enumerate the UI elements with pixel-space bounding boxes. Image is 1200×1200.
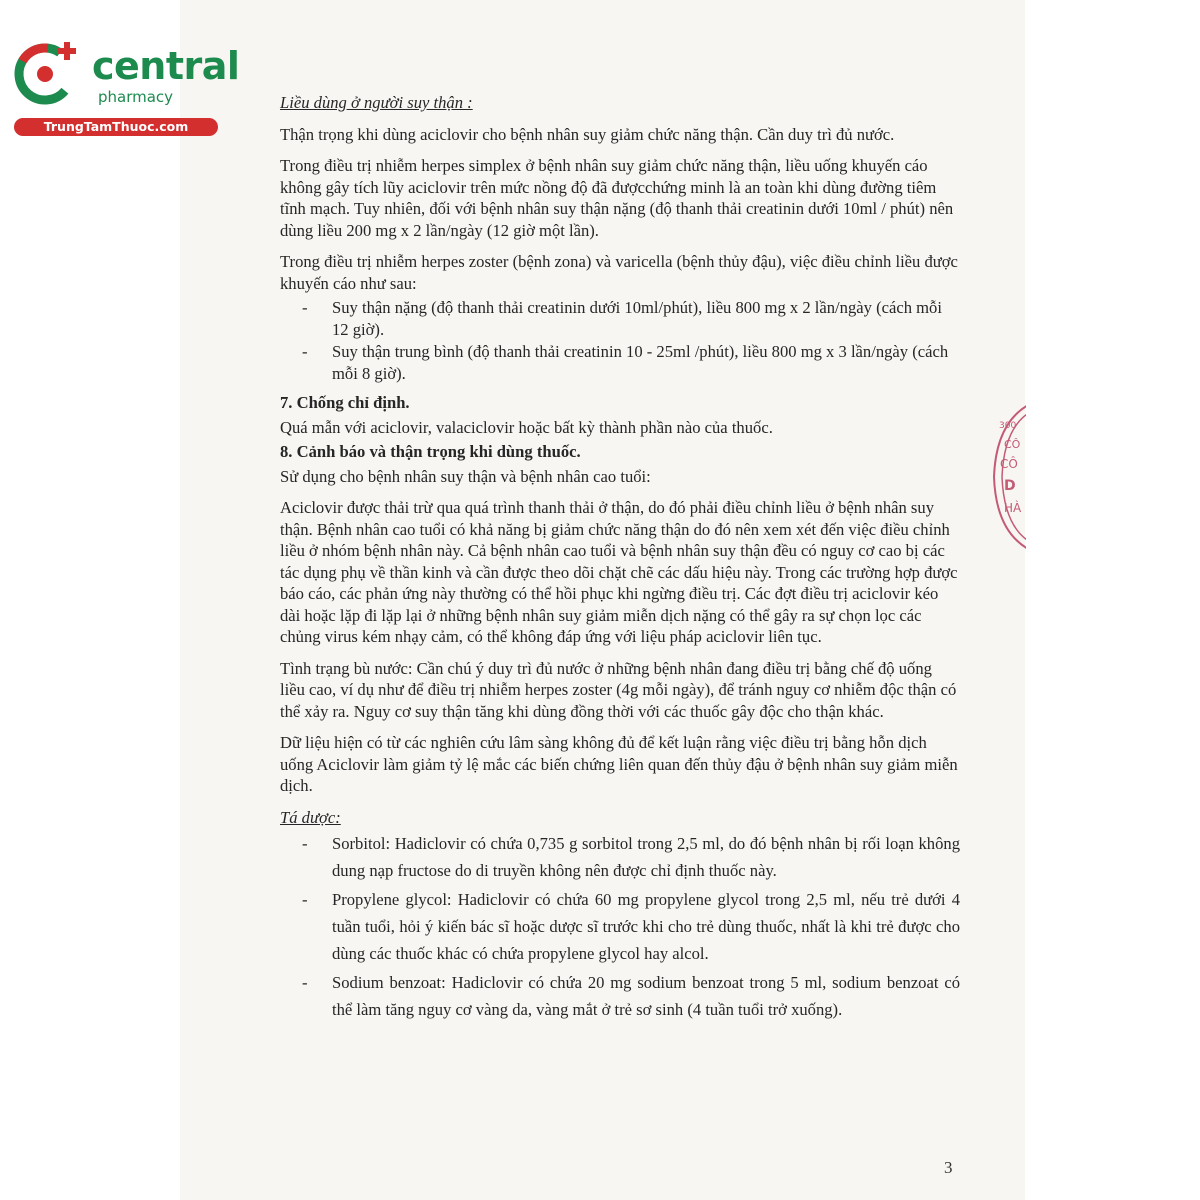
excipients-list	[302, 830, 960, 1023]
brand-name: central	[92, 44, 240, 88]
list-item: - Sodium benzoat: Hadiclovir có chứa 20 mg sodium benzoat trong 5 ml, sodium benzoat có thể làm tăng nguy cơ vàng da, vàng mắt ở trẻ sơ sinh (4 tuần tuổi trở xuống).	[302, 969, 960, 1023]
section-8-paragraph-2: Tình trạng bù nước: Cần chú ý duy trì đủ nước ở những bệnh nhân đang điều trị bằng chế độ uống liều cao, ví dụ như để điều trị nhiễm herpes zoster (4g mỗi ngày), để tránh nguy cơ nhiễm độc thận có thể xảy ra. Nguy cơ suy thận tăng khi dùng đồng thời với các thuốc gây độc cho thận khác.	[280, 658, 957, 721]
central-pharmacy-logo[interactable]	[8, 36, 240, 136]
brand-tagline: pharmacy	[98, 88, 174, 106]
section-8-paragraph-1: Aciclovir được thải trừ qua quá trình thanh thải ở thận, do đó phải điều chỉnh liều ở bệnh nhân suy thận. Bệnh nhân cao tuổi có khả năng bị giảm chức năng thận do đó nên xem xét đến việc điều chỉnh liều ở nhóm bệnh nhân này. Cả bệnh nhân cao tuổi và bệnh nhân suy thận đều có nguy cơ cao bị các tác dụng phụ về thần kinh và cần được theo dõi chặt chẽ các dấu hiệu này. Trong các trường hợp được báo cáo, các phản ứng này thường có thể hồi phục khi ngừng điều trị. Các đợt điều trị aciclovir kéo dài hoặc lặp đi lặp lại ở những bệnh nhân suy giảm miễn dịch nặng có thể gây ra sự chọn lọc các chủng virus kém nhạy cảm, có thể không đáp ứng với liệu pháp aciclovir liên tục.	[280, 498, 958, 646]
list-item: - Sorbitol: Hadiclovir có chứa 0,735 g sorbitol trong 2,5 ml, do đó bệnh nhân bị rối loạn không dung nạp fructose do di truyền không nên được chỉ định thuốc này.	[302, 830, 960, 884]
renal-paragraph-1: Thận trọng khi dùng aciclovir cho bệnh nhân suy giảm chức năng thận. Cần duy trì đủ nước.	[280, 124, 895, 144]
renal-dosage-list	[302, 297, 960, 384]
stamp-text-line: HÀ	[1004, 501, 1022, 515]
stamp-text-line: CÔ	[1004, 438, 1021, 451]
excipients-heading: Tá dược:	[280, 807, 341, 827]
document-body	[280, 92, 960, 1025]
stamp-text-line: CÔ	[1000, 457, 1018, 471]
company-stamp	[990, 402, 1026, 552]
renal-paragraph-2: Trong điều trị nhiễm herpes simplex ở bệnh nhân suy giảm chức năng thận, liều uống khuyến cáo không gây tích lũy aciclovir trên mức nồng độ đã đượcchứng minh là an toàn khi dùng đường tiêm tĩnh mạch. Tuy nhiên, đối với bệnh nhân suy thận nặng (độ thanh thải creatinin dưới 10ml / phút) nên dùng liều 200 mg x 2 lần/ngày (12 giờ một lần).	[280, 156, 954, 240]
contraindications-text: Quá mẫn với aciclovir, valaciclovir hoặc bất kỳ thành phần nào của thuốc.	[280, 417, 773, 437]
section-8-heading: 8. Cảnh báo và thận trọng khi dùng thuốc.	[280, 442, 581, 461]
stamp-ring-icon	[990, 402, 1026, 552]
list-item: - Suy thận nặng (độ thanh thải creatinin dưới 10ml/phút), liều 800 mg x 2 lần/ngày (cách mỗi 12 giờ).	[302, 297, 960, 340]
stamp-text-line: D	[1004, 478, 1016, 494]
section-8-intro: Sử dụng cho bệnh nhân suy thận và bệnh nhân cao tuổi:	[280, 466, 651, 486]
pharmacy-cross-icon	[12, 36, 84, 108]
brand-site-banner: TrungTamThuoc.com	[14, 118, 218, 136]
list-item: - Suy thận trung bình (độ thanh thải creatinin 10 - 25ml /phút), liều 800 mg x 3 lần/ngày (cách mỗi 8 giờ).	[302, 341, 960, 384]
renal-paragraph-3: Trong điều trị nhiễm herpes zoster (bệnh zona) và varicella (bệnh thủy đậu), việc điều chỉnh liều được khuyến cáo như sau:	[280, 252, 958, 293]
page-number: 3	[944, 1158, 953, 1177]
section-8-paragraph-3: Dữ liệu hiện có từ các nghiên cứu lâm sàng không đủ để kết luận rằng việc điều trị bằng hỗn dịch uống Aciclovir làm giảm tỷ lệ mắc các biến chứng liên quan đến thủy đậu ở bệnh nhân suy giảm miễn dịch.	[280, 733, 958, 795]
stamp-text-line: 300	[999, 421, 1017, 431]
section-7-heading: 7. Chống chỉ định.	[280, 393, 410, 412]
list-item: - Propylene glycol: Hadiclovir có chứa 60 mg propylene glycol trong 2,5 ml, nếu trẻ dưới 4 tuần tuổi, hỏi ý kiến bác sĩ hoặc dược sĩ trước khi cho trẻ dùng thuốc, nhất là khi trẻ được cho dùng các thuốc khác có chứa propylene glycol hay alcol.	[302, 886, 960, 967]
renal-dosage-heading: Liều dùng ở người suy thận :	[280, 93, 473, 112]
